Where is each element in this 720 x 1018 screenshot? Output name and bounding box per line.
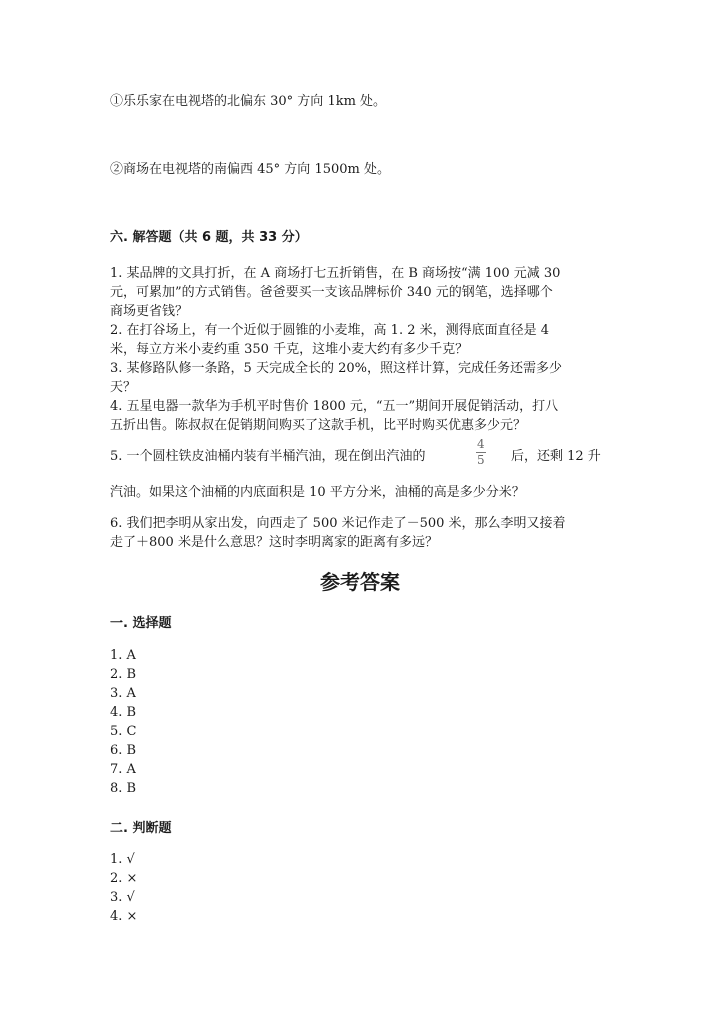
fraction-four-fifths [476, 438, 486, 467]
answer-item: 7. A [110, 762, 136, 777]
answer-item: 2. B [110, 667, 137, 682]
answer-item: 4. × [110, 909, 138, 924]
answer-item: 3. √ [110, 890, 135, 905]
answer-item: 6. B [110, 743, 137, 758]
answer-item: 2. × [110, 871, 138, 886]
answer-item: 5. C [110, 724, 137, 739]
question-4-line-2: 五折出售。陈叔叔在促销期间购买了这款手机，比平时购买优惠多少元？ [110, 418, 527, 433]
question-3-line-2: 天？ [110, 380, 137, 395]
answer-item: 4. B [110, 705, 137, 720]
question-6-line-2: 走了＋800 米是什么意思？这时李明离家的距离有多远？ [110, 535, 438, 550]
fraction-denominator: 5 [477, 453, 485, 467]
direction-2: ②商场在电视塔的南偏西 45° 方向 1500m 处。 [110, 162, 390, 177]
answers-section-1-heading: 一. 选择题 [110, 616, 172, 631]
question-3-line-1: 3. 某修路队修一条路，5 天完成全长的 20%，照这样计算，完成任务还需多少 [110, 361, 562, 376]
question-5-line-1-end: 后，还剩 12 升 [511, 449, 601, 464]
fraction-numerator: 4 [477, 437, 485, 451]
question-5-line-2: 汽油。如果这个油桶的内底面积是 10 平方分米，油桶的高是多少分米？ [110, 485, 525, 500]
answer-item: 8. B [110, 781, 137, 796]
answer-item: 1. A [110, 648, 136, 663]
question-1-line-2: 元，可累加”的方式销售。爸爸要买一支该品牌标价 340 元的钢笔，选择哪个 [110, 285, 553, 300]
direction-1: ①乐乐家在电视塔的北偏东 30° 方向 1km 处。 [110, 94, 387, 109]
question-1-line-1: 1. 某品牌的文具打折，在 A 商场打七五折销售，在 B 商场按“满 100 元减 30 [110, 266, 561, 281]
question-2-line-1: 2. 在打谷场上，有一个近似于圆锥的小麦堆，高 1. 2 米，测得底面直径是 4 [110, 323, 550, 338]
question-1-line-3: 商场更省钱？ [110, 304, 189, 319]
answers-section-2-heading: 二. 判断题 [110, 821, 172, 836]
section-heading: 六. 解答题（共 6 题，共 33 分） [110, 230, 308, 245]
question-4-line-1: 4. 五星电器一款华为手机平时售价 1800 元，“五一”期间开展促销活动，打八 [110, 399, 559, 414]
question-5-line-1: 5. 一个圆柱铁皮油桶内装有半桶汽油，现在倒出汽油的 [110, 449, 426, 464]
question-6-line-1: 6. 我们把李明从家出发，向西走了 500 米记作走了－500 米，那么李明又接着 [110, 516, 566, 531]
question-2-line-2: 米，每立方米小麦约重 350 千克，这堆小麦大约有多少千克？ [110, 342, 469, 357]
answers-title: 参考答案 [320, 570, 400, 594]
answer-item: 3. A [110, 686, 136, 701]
answer-item: 1. √ [110, 852, 135, 867]
